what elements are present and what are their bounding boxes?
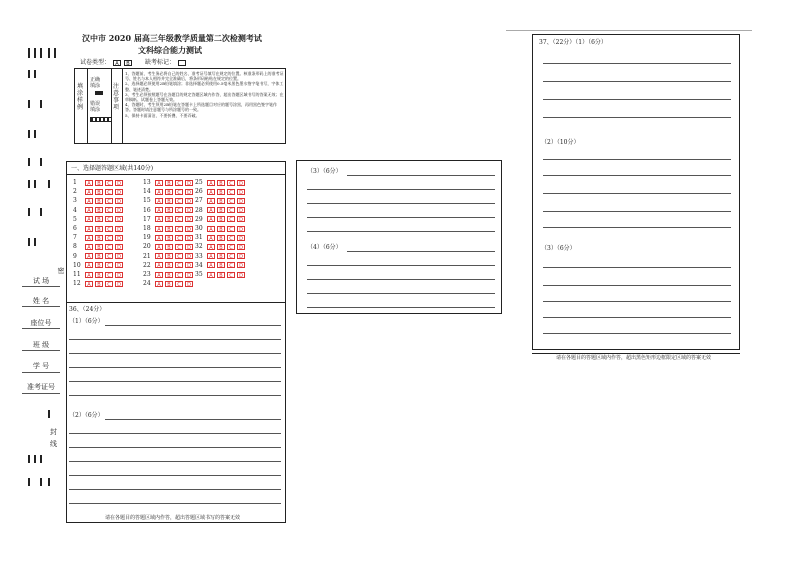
option-bubble-c[interactable]: C bbox=[175, 281, 183, 287]
option-bubble-a[interactable]: A bbox=[85, 281, 93, 287]
question-number: 21 bbox=[143, 252, 151, 260]
option-bubble-b[interactable]: B bbox=[217, 189, 225, 195]
option-bubble-d[interactable]: D bbox=[237, 216, 245, 222]
exam-title: 汉中市 2020 届高三年级教学质量第二次检测考试 bbox=[82, 33, 262, 43]
timing-mark bbox=[34, 70, 36, 78]
q36-part1-label: （1）（6分） bbox=[69, 318, 104, 325]
timing-mark bbox=[40, 100, 42, 108]
middle-part4-label: （4）（6分） bbox=[307, 244, 342, 251]
option-bubble-d[interactable]: D bbox=[185, 244, 193, 250]
choice-question-row bbox=[73, 216, 123, 223]
option-bubble-b[interactable]: B bbox=[217, 198, 225, 204]
question-number: 5 bbox=[73, 215, 77, 223]
option-bubble-c[interactable]: C bbox=[227, 189, 235, 195]
option-bubble-d[interactable]: D bbox=[185, 262, 193, 268]
option-bubble-d[interactable]: D bbox=[185, 198, 193, 204]
wrong-fill-label: 错误填涂 bbox=[90, 101, 101, 113]
option-bubble-d[interactable]: D bbox=[237, 189, 245, 195]
option-bubble-a[interactable]: A bbox=[85, 226, 93, 232]
option-bubble-a[interactable]: A bbox=[155, 226, 163, 232]
timing-mark bbox=[54, 48, 56, 58]
choice-question-row bbox=[195, 243, 245, 250]
question-number: 16 bbox=[143, 206, 151, 214]
timing-mark bbox=[34, 130, 36, 138]
q37-part2-label: （2）（10分） bbox=[541, 139, 580, 146]
option-bubble-d[interactable]: D bbox=[185, 272, 193, 278]
option-bubble-b[interactable]: B bbox=[95, 216, 103, 222]
option-bubble-d[interactable]: D bbox=[185, 207, 193, 213]
option-bubble-c[interactable]: C bbox=[105, 189, 113, 195]
paper-type-b-box[interactable]: B bbox=[124, 60, 132, 66]
question-number: 27 bbox=[195, 197, 203, 205]
question-number: 19 bbox=[143, 234, 151, 242]
option-bubble-a[interactable]: A bbox=[155, 262, 163, 268]
timing-mark bbox=[28, 130, 30, 138]
wrong-fill-swatch bbox=[90, 117, 112, 122]
option-bubble-b[interactable]: B bbox=[165, 235, 173, 241]
option-bubble-d[interactable]: D bbox=[115, 272, 123, 278]
question-number: 30 bbox=[195, 225, 203, 232]
timing-mark bbox=[40, 48, 42, 58]
option-bubble-c[interactable]: C bbox=[175, 226, 183, 232]
choice-question-row bbox=[73, 253, 123, 260]
class-label: 班 级 bbox=[32, 341, 50, 349]
choice-question-row bbox=[73, 179, 123, 186]
note-item: 5、保持卡面清洁，不要折叠、不要弄破。 bbox=[125, 112, 200, 118]
choice-question-row bbox=[195, 234, 245, 241]
question-number: 13 bbox=[143, 179, 151, 186]
timing-mark bbox=[28, 208, 30, 216]
choice-question-row bbox=[73, 262, 123, 269]
option-bubble-c[interactable]: C bbox=[175, 189, 183, 195]
option-bubble-c[interactable]: C bbox=[105, 253, 113, 259]
timing-mark bbox=[28, 100, 30, 108]
option-bubble-c[interactable]: C bbox=[175, 244, 183, 250]
timing-mark bbox=[34, 48, 36, 58]
question-number: 26 bbox=[195, 188, 203, 196]
option-bubble-d[interactable]: D bbox=[115, 226, 123, 232]
option-bubble-a[interactable]: A bbox=[207, 216, 215, 222]
option-bubble-d[interactable]: D bbox=[237, 272, 245, 278]
option-bubble-a[interactable]: A bbox=[155, 198, 163, 204]
timing-mark bbox=[34, 238, 36, 246]
option-bubble-a[interactable]: A bbox=[155, 235, 163, 241]
choice-question-row bbox=[143, 197, 193, 204]
question-number: 7 bbox=[73, 234, 77, 242]
question-number: 23 bbox=[143, 271, 151, 278]
question-number: 28 bbox=[195, 206, 203, 214]
option-bubble-b[interactable]: B bbox=[217, 216, 225, 222]
correct-fill-swatch bbox=[95, 91, 103, 95]
option-bubble-b[interactable]: B bbox=[165, 244, 173, 250]
option-bubble-a[interactable]: A bbox=[155, 253, 163, 259]
middle-answer-panel bbox=[296, 160, 502, 314]
option-bubble-a[interactable]: A bbox=[207, 253, 215, 259]
option-bubble-a[interactable]: A bbox=[155, 189, 163, 195]
question-number: 20 bbox=[143, 243, 151, 251]
name-label: 姓 名 bbox=[32, 297, 50, 305]
choice-question-row bbox=[73, 207, 123, 214]
option-bubble-b[interactable]: B bbox=[95, 226, 103, 232]
option-bubble-a[interactable]: A bbox=[155, 244, 163, 250]
option-bubble-b[interactable]: B bbox=[165, 207, 173, 213]
option-bubble-c[interactable]: C bbox=[105, 226, 113, 232]
absent-mark-label: 缺考标记： bbox=[145, 59, 176, 66]
choice-question-row bbox=[143, 253, 193, 260]
option-bubble-c[interactable]: C bbox=[105, 180, 113, 186]
option-bubble-b[interactable]: B bbox=[95, 198, 103, 204]
option-bubble-c[interactable]: C bbox=[105, 207, 113, 213]
question-number: 15 bbox=[143, 197, 151, 205]
exam-subtitle: 文科综合能力测试 bbox=[138, 45, 202, 55]
option-bubble-a[interactable]: A bbox=[155, 207, 163, 213]
option-bubble-b[interactable]: B bbox=[95, 253, 103, 259]
choice-question-row bbox=[73, 271, 123, 278]
option-bubble-b[interactable]: B bbox=[217, 235, 225, 241]
notes-side-label: 注意事项 bbox=[113, 83, 120, 111]
option-bubble-c[interactable]: C bbox=[105, 198, 113, 204]
option-bubble-c[interactable]: C bbox=[175, 272, 183, 278]
q36-footer-note: 请在各题目的答题区域内作答，超出答题区域书写的答案无效 bbox=[105, 515, 241, 521]
option-bubble-b[interactable]: B bbox=[217, 253, 225, 259]
option-bubble-d[interactable]: D bbox=[115, 244, 123, 250]
question-number: 24 bbox=[143, 280, 151, 288]
option-bubble-a[interactable]: A bbox=[207, 226, 215, 232]
student-number-label: 学 号 bbox=[32, 362, 50, 370]
option-bubble-d[interactable]: D bbox=[237, 207, 245, 213]
question-number: 17 bbox=[143, 215, 151, 223]
option-bubble-c[interactable]: C bbox=[175, 253, 183, 259]
timing-mark bbox=[40, 455, 42, 463]
note-item: 4、答题时，考生须用2B铅笔在答题卡上所选题目对应的题号涂黑，再用黑色签字笔作答。答题时请注意题号与所涂题号的一致。 bbox=[125, 102, 278, 113]
timing-mark bbox=[28, 478, 30, 486]
timing-mark bbox=[34, 455, 36, 463]
option-bubble-c[interactable]: C bbox=[227, 253, 235, 259]
question-number: 4 bbox=[73, 206, 77, 214]
option-bubble-c[interactable]: C bbox=[227, 180, 235, 186]
choice-question-row bbox=[73, 234, 123, 241]
option-bubble-b[interactable]: B bbox=[95, 272, 103, 278]
question-number: 3 bbox=[73, 197, 77, 205]
option-bubble-c[interactable]: C bbox=[175, 207, 183, 213]
question-number: 18 bbox=[143, 225, 151, 232]
option-bubble-d[interactable]: D bbox=[115, 253, 123, 259]
option-bubble-d[interactable]: D bbox=[185, 226, 193, 232]
timing-mark bbox=[40, 208, 42, 216]
option-bubble-a[interactable]: A bbox=[155, 216, 163, 222]
option-bubble-d[interactable]: D bbox=[185, 235, 193, 241]
question-number: 33 bbox=[195, 252, 203, 260]
option-bubble-c[interactable]: C bbox=[227, 216, 235, 222]
choice-question-row bbox=[73, 280, 123, 287]
choice-question-row bbox=[195, 188, 245, 195]
option-bubble-c[interactable]: C bbox=[227, 226, 235, 232]
admission-number-label: 准考证号 bbox=[27, 383, 55, 391]
question-number: 32 bbox=[195, 243, 203, 251]
q36-title: 36、（24分） bbox=[69, 306, 106, 313]
instructions-panel bbox=[74, 68, 286, 144]
choice-question-row bbox=[73, 243, 123, 250]
option-bubble-c[interactable]: C bbox=[175, 262, 183, 268]
option-bubble-d[interactable]: D bbox=[115, 281, 123, 287]
choice-question-row bbox=[143, 188, 193, 195]
choice-question-row bbox=[143, 216, 193, 223]
choice-question-row bbox=[73, 225, 123, 232]
option-bubble-b[interactable]: B bbox=[217, 262, 225, 268]
option-bubble-c[interactable]: C bbox=[227, 198, 235, 204]
option-bubble-b[interactable]: B bbox=[165, 253, 173, 259]
question-number: 9 bbox=[73, 252, 77, 260]
q36-part2-label: （2）（6分） bbox=[69, 412, 104, 419]
option-bubble-b[interactable]: B bbox=[217, 180, 225, 186]
note-item: 3、考生必须按照题号在各题目的规定答题区域内作答，超出答题区域书写的答案无效；在草稿纸、试题卷上答题无效。 bbox=[125, 91, 284, 103]
choice-question-row bbox=[143, 225, 193, 232]
q37-footer-note: 请在各题目的答题区域内作答，超出黑色矩形边框限定区域的答案无效 bbox=[556, 355, 712, 361]
choice-question-row bbox=[143, 243, 193, 250]
question-number: 25 bbox=[195, 179, 203, 186]
choice-question-row bbox=[73, 197, 123, 204]
timing-mark bbox=[28, 455, 30, 463]
choice-question-row bbox=[143, 271, 193, 278]
q37-title: 37、（22分）（1）（6分） bbox=[539, 39, 607, 46]
option-bubble-b[interactable]: B bbox=[165, 198, 173, 204]
option-bubble-a[interactable]: A bbox=[85, 235, 93, 241]
option-bubble-c[interactable]: C bbox=[227, 272, 235, 278]
option-bubble-b[interactable]: B bbox=[217, 244, 225, 250]
option-bubble-b[interactable]: B bbox=[165, 226, 173, 232]
choice-question-row bbox=[195, 225, 245, 232]
choice-question-row bbox=[195, 197, 245, 204]
option-bubble-a[interactable]: A bbox=[207, 262, 215, 268]
timing-mark bbox=[28, 180, 30, 188]
option-bubble-a[interactable]: A bbox=[155, 180, 163, 186]
question-number: 6 bbox=[73, 225, 77, 232]
option-bubble-c[interactable]: C bbox=[227, 244, 235, 250]
option-bubble-b[interactable]: B bbox=[95, 207, 103, 213]
question-number: 31 bbox=[195, 234, 203, 242]
option-bubble-b[interactable]: B bbox=[165, 262, 173, 268]
choice-question-row bbox=[195, 253, 245, 260]
option-bubble-d[interactable]: D bbox=[185, 281, 193, 287]
option-bubble-c[interactable]: C bbox=[105, 272, 113, 278]
option-bubble-d[interactable]: D bbox=[115, 189, 123, 195]
option-bubble-a[interactable]: A bbox=[85, 253, 93, 259]
question-number: 22 bbox=[143, 261, 151, 269]
timing-mark bbox=[28, 238, 30, 246]
note-item: 2、选择题必须使用2B铅笔填涂；非选择题必须使用0.5毫米黑色墨水签字笔书写，字体工整、笔迹清楚。 bbox=[125, 81, 284, 92]
option-bubble-d[interactable]: D bbox=[237, 235, 245, 241]
option-bubble-b[interactable]: B bbox=[95, 235, 103, 241]
option-bubble-b[interactable]: B bbox=[165, 216, 173, 222]
option-bubble-b[interactable]: B bbox=[95, 262, 103, 268]
option-bubble-a[interactable]: A bbox=[207, 180, 215, 186]
option-bubble-d[interactable]: D bbox=[237, 253, 245, 259]
question-number: 11 bbox=[73, 271, 81, 278]
note-item: 1、答题前，考生务必将自己的姓名、准考证号填写在规定的位置。核准条形码上的准考证号、姓名与本人相符并完全准确后，将条形码粘贴在规定的位置。 bbox=[125, 71, 284, 82]
timing-mark bbox=[40, 158, 42, 166]
paper-type-a-box[interactable]: A bbox=[113, 60, 121, 66]
option-bubble-b[interactable]: B bbox=[95, 189, 103, 195]
question-number: 12 bbox=[73, 280, 81, 288]
option-bubble-d[interactable]: D bbox=[237, 226, 245, 232]
option-bubble-d[interactable]: D bbox=[115, 180, 123, 186]
seal-char: 密 bbox=[57, 267, 65, 275]
option-bubble-a[interactable]: A bbox=[85, 244, 93, 250]
option-bubble-d[interactable]: D bbox=[237, 198, 245, 204]
option-bubble-b[interactable]: B bbox=[165, 272, 173, 278]
q37-panel bbox=[532, 34, 740, 350]
option-bubble-d[interactable]: D bbox=[115, 198, 123, 204]
option-bubble-c[interactable]: C bbox=[175, 235, 183, 241]
question-number: 35 bbox=[195, 271, 203, 278]
option-bubble-c[interactable]: C bbox=[175, 216, 183, 222]
option-bubble-b[interactable]: B bbox=[95, 244, 103, 250]
choice-question-row bbox=[143, 262, 193, 269]
choice-question-row bbox=[73, 188, 123, 195]
option-bubble-b[interactable]: B bbox=[165, 180, 173, 186]
option-bubble-c[interactable]: C bbox=[227, 207, 235, 213]
option-bubble-d[interactable]: D bbox=[185, 253, 193, 259]
question-number: 14 bbox=[143, 188, 151, 196]
choice-question-row bbox=[195, 207, 245, 214]
choice-and-q36-panel bbox=[66, 161, 286, 523]
option-bubble-c[interactable]: C bbox=[105, 281, 113, 287]
question-number: 34 bbox=[195, 261, 203, 269]
timing-mark bbox=[48, 180, 50, 188]
option-bubble-d[interactable]: D bbox=[115, 235, 123, 241]
seal-char: 线 bbox=[50, 440, 57, 448]
timing-mark bbox=[48, 478, 50, 486]
option-bubble-a[interactable]: A bbox=[85, 207, 93, 213]
question-number: 29 bbox=[195, 215, 203, 223]
option-bubble-c[interactable]: C bbox=[105, 216, 113, 222]
option-bubble-a[interactable]: A bbox=[85, 262, 93, 268]
choice-question-row bbox=[143, 207, 193, 214]
option-bubble-b[interactable]: B bbox=[165, 281, 173, 287]
timing-mark bbox=[48, 48, 50, 58]
option-bubble-c[interactable]: C bbox=[175, 180, 183, 186]
option-bubble-c[interactable]: C bbox=[105, 262, 113, 268]
exam-room-label: 试 场 bbox=[32, 277, 50, 285]
timing-mark bbox=[28, 48, 30, 58]
choice-question-row bbox=[143, 280, 193, 287]
option-bubble-b[interactable]: B bbox=[217, 207, 225, 213]
timing-mark bbox=[34, 180, 36, 188]
timing-mark bbox=[48, 410, 50, 418]
choice-question-row bbox=[195, 216, 245, 223]
question-number: 1 bbox=[73, 179, 77, 186]
timing-mark bbox=[40, 478, 42, 486]
notes-list bbox=[125, 71, 285, 118]
timing-mark bbox=[28, 70, 30, 78]
question-number: 2 bbox=[73, 188, 77, 196]
timing-mark bbox=[28, 158, 30, 166]
option-bubble-a[interactable]: A bbox=[85, 198, 93, 204]
choice-question-row bbox=[143, 179, 193, 186]
option-bubble-d[interactable]: D bbox=[237, 180, 245, 186]
option-bubble-a[interactable]: A bbox=[85, 180, 93, 186]
option-bubble-c[interactable]: C bbox=[105, 235, 113, 241]
option-bubble-d[interactable]: D bbox=[115, 216, 123, 222]
paper-type-row bbox=[80, 59, 186, 66]
option-bubble-d[interactable]: D bbox=[185, 180, 193, 186]
option-bubble-c[interactable]: C bbox=[175, 198, 183, 204]
option-bubble-c[interactable]: C bbox=[227, 235, 235, 241]
middle-part3-label: （3）（6分） bbox=[307, 168, 342, 175]
option-bubble-b[interactable]: B bbox=[165, 189, 173, 195]
option-bubble-a[interactable]: A bbox=[207, 244, 215, 250]
choice-question-row bbox=[195, 262, 245, 269]
option-bubble-a[interactable]: A bbox=[85, 216, 93, 222]
option-bubble-b[interactable]: B bbox=[217, 272, 225, 278]
seat-number-label: 座位号 bbox=[30, 319, 52, 327]
choice-question-row bbox=[195, 271, 245, 278]
choice-question-row bbox=[195, 179, 245, 186]
option-bubble-a[interactable]: A bbox=[155, 272, 163, 278]
option-bubble-a[interactable]: A bbox=[85, 189, 93, 195]
option-bubble-a[interactable]: A bbox=[207, 272, 215, 278]
option-bubble-d[interactable]: D bbox=[237, 244, 245, 250]
option-bubble-a[interactable]: A bbox=[85, 272, 93, 278]
option-bubble-d[interactable]: D bbox=[115, 262, 123, 268]
option-bubble-b[interactable]: B bbox=[217, 226, 225, 232]
option-bubble-a[interactable]: A bbox=[207, 198, 215, 204]
paper-type-label: 试卷类型： bbox=[80, 59, 111, 66]
option-bubble-c[interactable]: C bbox=[227, 262, 235, 268]
option-bubble-a[interactable]: A bbox=[207, 189, 215, 195]
option-bubble-d[interactable]: D bbox=[185, 189, 193, 195]
option-bubble-b[interactable]: B bbox=[95, 180, 103, 186]
option-bubble-c[interactable]: C bbox=[105, 244, 113, 250]
q37-part3-label: （3）（6分） bbox=[541, 245, 576, 252]
option-bubble-a[interactable]: A bbox=[155, 281, 163, 287]
option-bubble-b[interactable]: B bbox=[95, 281, 103, 287]
seal-char: 封 bbox=[50, 428, 57, 436]
option-bubble-a[interactable]: A bbox=[207, 207, 215, 213]
question-number: 8 bbox=[73, 243, 77, 251]
fill-example-side-label: 填涂样例 bbox=[77, 83, 84, 111]
choice-question-row bbox=[143, 234, 193, 241]
option-bubble-d[interactable]: D bbox=[237, 262, 245, 268]
absent-mark-box[interactable] bbox=[178, 60, 186, 66]
correct-fill-label: 正确填涂 bbox=[90, 77, 101, 89]
choice-section-title: 一、选择题答题区域(共140分) bbox=[71, 165, 154, 172]
option-bubble-d[interactable]: D bbox=[115, 207, 123, 213]
option-bubble-a[interactable]: A bbox=[207, 235, 215, 241]
option-bubble-d[interactable]: D bbox=[185, 216, 193, 222]
question-number: 10 bbox=[73, 261, 81, 269]
